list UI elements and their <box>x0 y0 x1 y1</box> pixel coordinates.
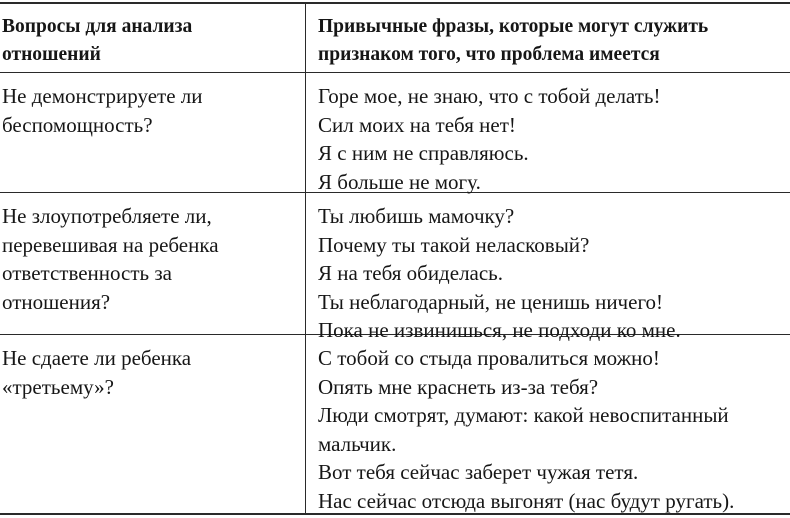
table-row <box>0 193 790 342</box>
phrase-text: Ты неблагодарный, не ценишь ничего! <box>318 289 664 314</box>
header-text: признаком того, что проблема имеется <box>318 44 660 65</box>
phrase-text: С тобой со стыда провалиться можно! <box>318 346 660 370</box>
phrase-text: Пока не извинишься, не подходи ко мне. <box>318 318 681 342</box>
question-cell <box>2 193 302 316</box>
table-row <box>0 73 790 193</box>
phrase-text: Люди смотрят, думают: какой невоспитанный <box>318 403 729 427</box>
question-cell <box>2 335 302 401</box>
question-text: отношения? <box>2 289 111 314</box>
phrases-table <box>0 2 790 515</box>
phrases-cell <box>318 335 790 515</box>
question-text: Не злоупотребляете ли, <box>2 204 212 228</box>
phrase-text: Опять мне краснеть из-за тебя? <box>318 374 599 399</box>
phrase-text: Ты любишь мамочку? <box>318 204 515 228</box>
question-text: перевешивая на ребенка <box>2 232 219 257</box>
phrase-text: Нас сейчас отсюда выгонят (нас будут ругать). <box>318 488 735 513</box>
table-header-row <box>0 4 790 73</box>
phrase-text: Почему ты такой неласковый? <box>318 232 590 257</box>
phrase-text: Я на тебя обиделась. <box>318 261 504 285</box>
phrases-cell <box>318 73 790 196</box>
phrase-text: Сил моих на тебя нет! <box>318 112 516 137</box>
table-row <box>0 335 790 513</box>
header-phrases <box>318 4 790 69</box>
phrase-text: Я больше не могу. <box>318 169 481 194</box>
question-cell <box>2 73 302 139</box>
header-text: Привычные фразы, которые могут служить <box>318 16 709 37</box>
question-text: «третьему»? <box>2 374 114 399</box>
question-text: Не демонстрируете ли <box>2 84 203 108</box>
question-text: Не сдаете ли ребенка <box>2 346 192 370</box>
question-text: беспомощность? <box>2 112 153 137</box>
phrase-text: Горе мое, не знаю, что с тобой делать! <box>318 84 661 108</box>
question-text: ответственность за <box>2 261 172 285</box>
header-questions <box>2 4 302 69</box>
header-text: отношений <box>2 44 101 65</box>
phrase-text: мальчик. <box>318 431 397 456</box>
phrase-text: Я с ним не справляюсь. <box>318 141 529 165</box>
phrases-cell <box>318 193 790 345</box>
phrase-text: Вот тебя сейчас заберет чужая тетя. <box>318 460 639 484</box>
header-text: Вопросы для анализа <box>2 16 193 37</box>
